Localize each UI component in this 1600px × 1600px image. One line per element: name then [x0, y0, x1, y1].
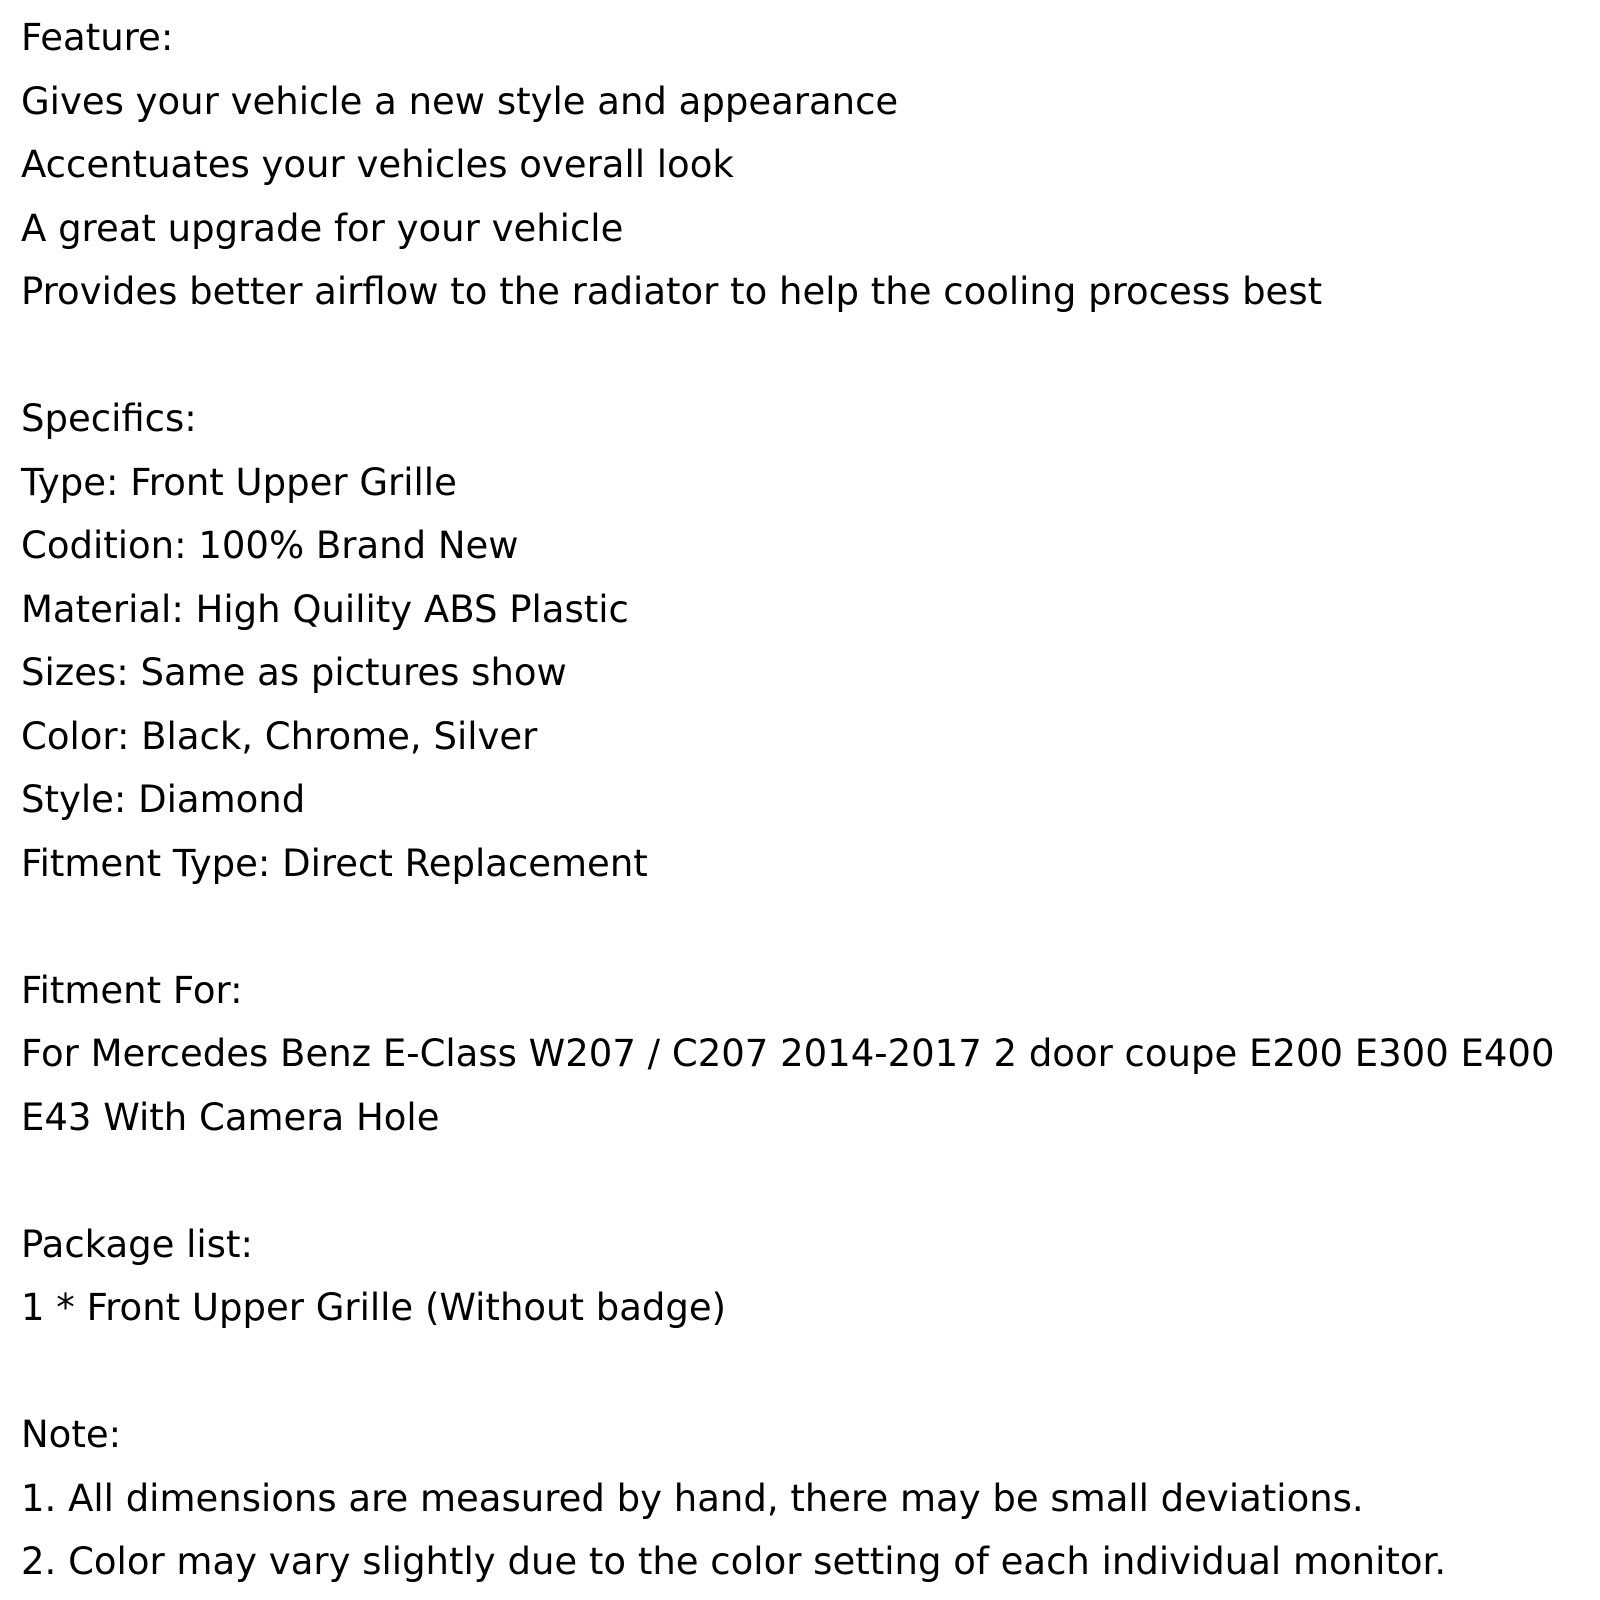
spec-style: Style: Diamond: [21, 778, 306, 821]
spec-sizes: Sizes: Same as pictures show: [21, 651, 567, 694]
spec-condition: Codition: 100% Brand New: [21, 524, 519, 567]
spec-type: Type: Front Upper Grille: [21, 460, 457, 504]
note-heading: Note:: [21, 1413, 122, 1456]
feature-item: Accentuates your vehicles overall look: [21, 143, 734, 186]
fitment-section: [21, 959, 1591, 1150]
fitment-heading: Fitment For:: [21, 968, 243, 1012]
package-item: 1 * Front Upper Grille (Without badge): [21, 1286, 727, 1329]
section-spacer: [21, 1340, 1591, 1404]
feature-section: [21, 6, 1591, 324]
note-section: [21, 1403, 1591, 1594]
note-item: 1. All dimensions are measured by hand, there may be small deviations.: [21, 1476, 1364, 1520]
spec-color: Color: Black, Chrome, Silver: [21, 714, 538, 758]
section-spacer: [21, 895, 1591, 959]
spec-material: Material: High Quility ABS Plastic: [21, 587, 629, 631]
fitment-text-line-2: E43 With Camera Hole: [21, 1095, 440, 1139]
specifics-section: [21, 387, 1591, 895]
feature-item: A great upgrade for your vehicle: [21, 206, 624, 250]
product-description: [21, 6, 1591, 1594]
package-section: [21, 1213, 1591, 1340]
spec-fitment-type: Fitment Type: Direct Replacement: [21, 841, 648, 885]
package-heading: Package list:: [21, 1222, 253, 1266]
section-spacer: [21, 324, 1591, 388]
specifics-heading: Specifics:: [21, 397, 197, 440]
fitment-text-line-1: For Mercedes Benz E-Class W207 / C207 2014-2017 2 door coupe E200 E300 E400: [21, 1032, 1555, 1075]
note-item: 2. Color may vary slightly due to the color setting of each individual monitor.: [21, 1540, 1447, 1583]
feature-heading: Feature:: [21, 16, 174, 59]
feature-item: Provides better airflow to the radiator to help the cooling process best: [21, 270, 1323, 313]
feature-item: Gives your vehicle a new style and appearance: [21, 79, 899, 123]
section-spacer: [21, 1149, 1591, 1213]
